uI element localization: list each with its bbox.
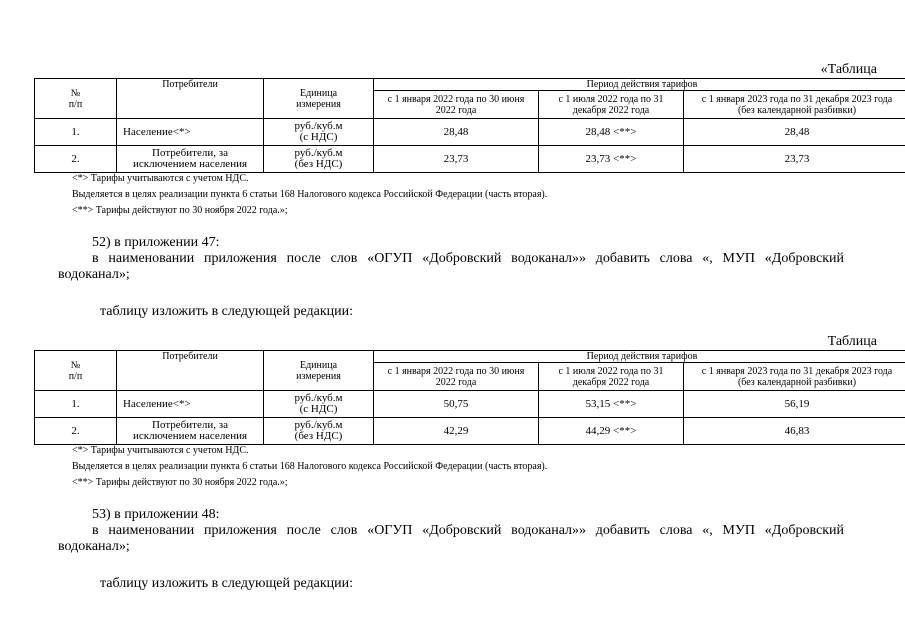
paragraph-text: водоканал»; (58, 267, 130, 282)
paragraph-title: 53) в приложении 48: (92, 507, 220, 522)
header-period-1: с 1 января 2022 года по 30 июня 2022 года (374, 363, 539, 391)
header-num: № п/п (35, 351, 117, 391)
footnote: Выделяется в целях реализации пункта 6 статьи 168 Налогового кодекса Российской Федерации (часть вторая). (72, 461, 548, 472)
table-row: 2. Потребители, за исключением населения руб./куб.м (без НДС) 42,29 44,29 <**> 46,83 (35, 418, 905, 445)
paragraph-text: водоканал»; (58, 539, 130, 554)
header-unit: Единица измерения (264, 351, 374, 391)
header-num: № п/п (35, 79, 117, 119)
header-period-1: с 1 января 2022 года по 30 июня 2022 года (374, 91, 539, 119)
paragraph-text: в наименовании приложения после слов «ОГУП «Добровский водоканал»» добавить слова «, МУП «Добровский (92, 523, 844, 538)
table-caption: Таблица (827, 334, 877, 349)
tariff-table (34, 78, 905, 173)
header-period-2: с 1 июля 2022 года по 31 декабря 2022 года (539, 363, 684, 391)
header-period-3: с 1 января 2023 года по 31 декабря 2023 года (без календарной разбивки) (684, 363, 905, 391)
table-row: 1. Население<*> руб./куб.м (с НДС) 50,75 53,15 <**> 56,19 (35, 391, 905, 418)
paragraph-text: в наименовании приложения после слов «ОГУП «Добровский водоканал»» добавить слова «, МУП «Добровский (92, 251, 844, 266)
header-consumers: Потребители (117, 79, 264, 119)
footnote: <**> Тарифы действуют по 30 ноября 2022 года.»; (72, 477, 288, 488)
header-unit: Единица измерения (264, 79, 374, 119)
header-period: Период действия тарифов (374, 79, 905, 91)
footnote: Выделяется в целях реализации пункта 6 статьи 168 Налогового кодекса Российской Федерации (часть вторая). (72, 189, 548, 200)
header-consumers: Потребители (117, 351, 264, 391)
tariff-table (34, 350, 905, 445)
paragraph-text: таблицу изложить в следующей редакции: (100, 304, 354, 319)
footnote: <**> Тарифы действуют по 30 ноября 2022 года.»; (72, 205, 288, 216)
footnote: <*> Тарифы учитываются с учетом НДС. (72, 445, 249, 456)
table-caption: «Таблица (820, 62, 877, 77)
header-period: Период действия тарифов (374, 351, 905, 363)
header-period-2: с 1 июля 2022 года по 31 декабря 2022 года (539, 91, 684, 119)
header-period-3: с 1 января 2023 года по 31 декабря 2023 года (без календарной разбивки) (684, 91, 905, 119)
table-row: 1. Население<*> руб./куб.м (с НДС) 28,48 28,48 <**> 28,48 (35, 119, 905, 146)
table-row: 2. Потребители, за исключением населения руб./куб.м (без НДС) 23,73 23,73 <**> 23,73 (35, 146, 905, 173)
footnote: <*> Тарифы учитываются с учетом НДС. (72, 173, 249, 184)
paragraph-text: таблицу изложить в следующей редакции: (100, 576, 354, 591)
paragraph-title: 52) в приложении 47: (92, 235, 220, 250)
